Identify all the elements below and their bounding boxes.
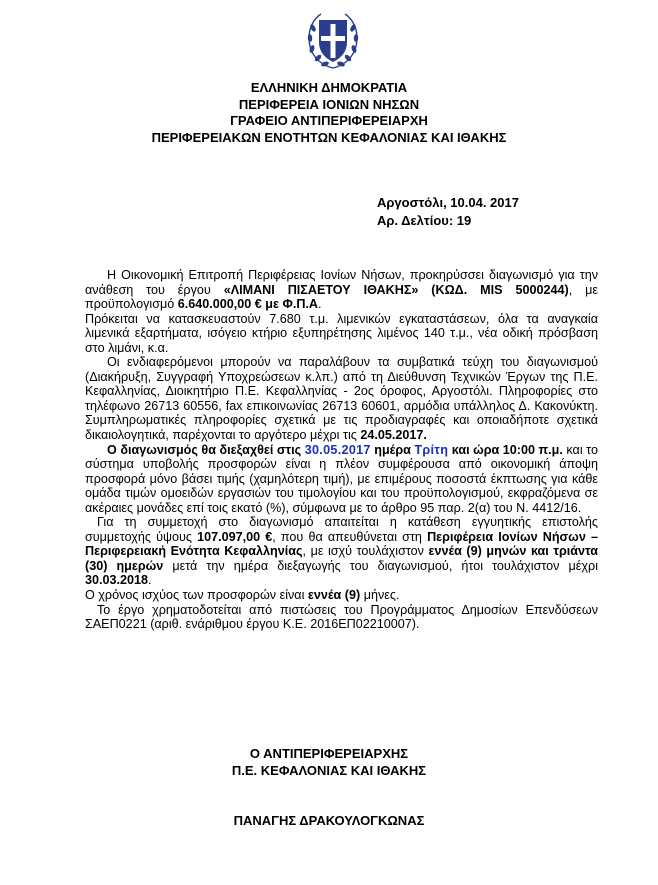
- text-run: , που θα απευθύνεται στη: [272, 529, 428, 544]
- paragraph-scope: Πρόκειται να κατασκευαστούν 7.680 τ.μ. λιμενικών εγκαταστάσεων, όλα τα αναγκαία λιμενικά εξαρτήματα, ισόγειο κτήριο εξυπηρέτησης λιμένος 140 τ.μ., νέα οδική πρόσβαση στο λιμάνι, κ.α.: [85, 311, 598, 355]
- guarantee-amount: 107.097,00 €: [197, 529, 273, 544]
- paragraph-documents: [85, 355, 598, 442]
- text-run: Για τη συμμετοχή στο διαγωνισμό απαιτείται η κατάθεση εγγυητικής επιστολής συμμετοχής ύψους: [85, 515, 598, 544]
- project-budget: 6.640.000,00 € με Φ.Π.Α: [177, 297, 319, 312]
- paragraph-tender-date: [85, 443, 598, 516]
- text-run: μετά την ημέρα διεξαγωγής του διαγωνισμού, ήτοι τουλάχιστον μέχρι: [163, 558, 598, 573]
- place-date: Αργοστόλι, 10.04. 2017: [377, 195, 519, 210]
- paragraph-funding: Το έργο χρηματοδοτείται από πιστώσεις του Προγράμματος Δημοσίων Επενδύσεων ΣΑΕΠ0221 (αριθ. ενάριθμου έργου Κ.Ε. 2016ΕΠ02210007).: [85, 602, 598, 632]
- project-title: «ΛΙΜΑΝΙ ΠΙΣΑΕΤΟΥ ΙΘΑΚΗΣ» (ΚΩΔ. MIS 5000244): [223, 282, 569, 297]
- tender-date: 30.05.2017: [304, 442, 371, 457]
- text-run: Ο διαγωνισμός θα διεξαχθεί στις: [107, 442, 305, 457]
- text-run: Η Οικονομική Επιτροπή Περιφέρειας Ιονίων Νήσων, προκηρύσσει διαγωνισμό για την ανάθεση του έργου: [85, 268, 598, 297]
- guarantee-validity: εννέα (9) μηνών και τριάντα (30) ημερών: [85, 544, 598, 573]
- document-body: [85, 268, 598, 632]
- bulletin-number: Αρ. Δελτίου: 19: [377, 213, 472, 228]
- tender-day: Τρίτη: [414, 442, 449, 457]
- paragraph-guarantee: [85, 515, 598, 588]
- greek-coat-of-arms-emblem: [305, 10, 361, 70]
- text-run: , με προϋπολογισμό: [85, 282, 598, 312]
- header-line-units: ΠΕΡΙΦΕΡΕΙΑΚΩΝ ΕΝΟΤΗΤΩΝ ΚΕΦΑΛΟΝΙΑΣ ΚΑΙ ΙΘΑΚΗΣ: [151, 129, 507, 145]
- header-line-republic: ΕΛΛΗΝΙΚΗ ΔΗΜΟΚΡΑΤΙΑ: [250, 80, 408, 95]
- guarantee-recipient: Περιφέρεια Ιονίων Νήσων – Περιφερειακή Ενότητα Κεφαλληνίας: [85, 529, 598, 559]
- dateline: [377, 194, 519, 230]
- text-run: μήνες.: [360, 588, 400, 603]
- offer-validity-months: εννέα (9): [307, 588, 361, 603]
- signature-title-line1: Ο ΑΝΤΙΠΕΡΙΦΕΡΕΙΑΡΧΗΣ: [249, 746, 409, 761]
- tender-time: και ώρα 10:00 π.μ.: [448, 442, 563, 457]
- text-run: Ο χρόνος ισχύος των προσφορών είναι: [85, 588, 308, 603]
- text-run: Οι ενδιαφερόμενοι μπορούν να παραλάβουν τα συμβατικά τεύχη του διαγωνισμού (Διακήρυξη, Συγγραφή Υποχρεώσεων κ.λπ.) από τη Διεύθυνση Τεχνικών Έργων της Π.Ε. Κεφαλληνίας, Διοικητήριο Π.Ε. Κεφαλληνίας - 2ος όροφος, Αργοστόλι. Πληροφορίες στο τηλέφωνο 26713 60556, fax επικοινωνίας 26713 60601, αρμόδια υπάλληλος Δ. Κακονύκτη. Συμπληρωματικές πληροφορίες σχετικά με τις προδιαγραφές και οποιαδήποτε σχετικά δικαιολογητικά, παρέχονται το αργότερο μέχρι τις: [85, 355, 598, 443]
- text-run: .: [148, 573, 152, 588]
- signatory-name: ΠΑΝΑΓΗΣ ΔΡΑΚΟΥΛΟΓΚΩΝΑΣ: [233, 813, 425, 828]
- guarantee-until: 30.03.2018: [85, 573, 149, 588]
- text-run: , με ισχύ τουλάχιστον: [302, 544, 429, 559]
- signature-title-line2: Π.Ε. ΚΕΦΑΛΟΝΙΑΣ ΚΑΙ ΙΘΑΚΗΣ: [231, 763, 427, 778]
- text-run: .: [318, 297, 322, 312]
- signature-title: [0, 745, 658, 779]
- text-run: και το σύστημα υποβολής προσφορών είναι η πλέον συμφέρουσα από οικονομική άποψη προσφορά μόνο βάσει τιμής (χαμηλότερη τιμή), με επιμέρους ποσοστά έκπτωσης για κάθε ομάδα τιμών ομοειδών εργασιών του τιμολογίου και του προϋπολογισμού, εκφραζόμενα σε ακέραιες μονάδες επί τοις εκατό (%), σύμφωνα με το άρθρο 95 παρ. 2(α) του Ν. 4412/16.: [85, 442, 598, 515]
- paragraph-offer-validity: [85, 588, 598, 603]
- info-deadline: 24.05.2017.: [360, 428, 427, 443]
- header-line-office: ΓΡΑΦΕΙΟ ΑΝΤΙΠΕΡΙΦΕΡΕΙΑΡΧΗ: [230, 113, 428, 128]
- text-run: ημέρα: [370, 442, 415, 457]
- paragraph-announcement: [85, 268, 598, 312]
- header-line-region: ΠΕΡΙΦΕΡΕΙΑ ΙΟΝΙΩΝ ΝΗΣΩΝ: [238, 96, 420, 112]
- document-header: [0, 80, 658, 146]
